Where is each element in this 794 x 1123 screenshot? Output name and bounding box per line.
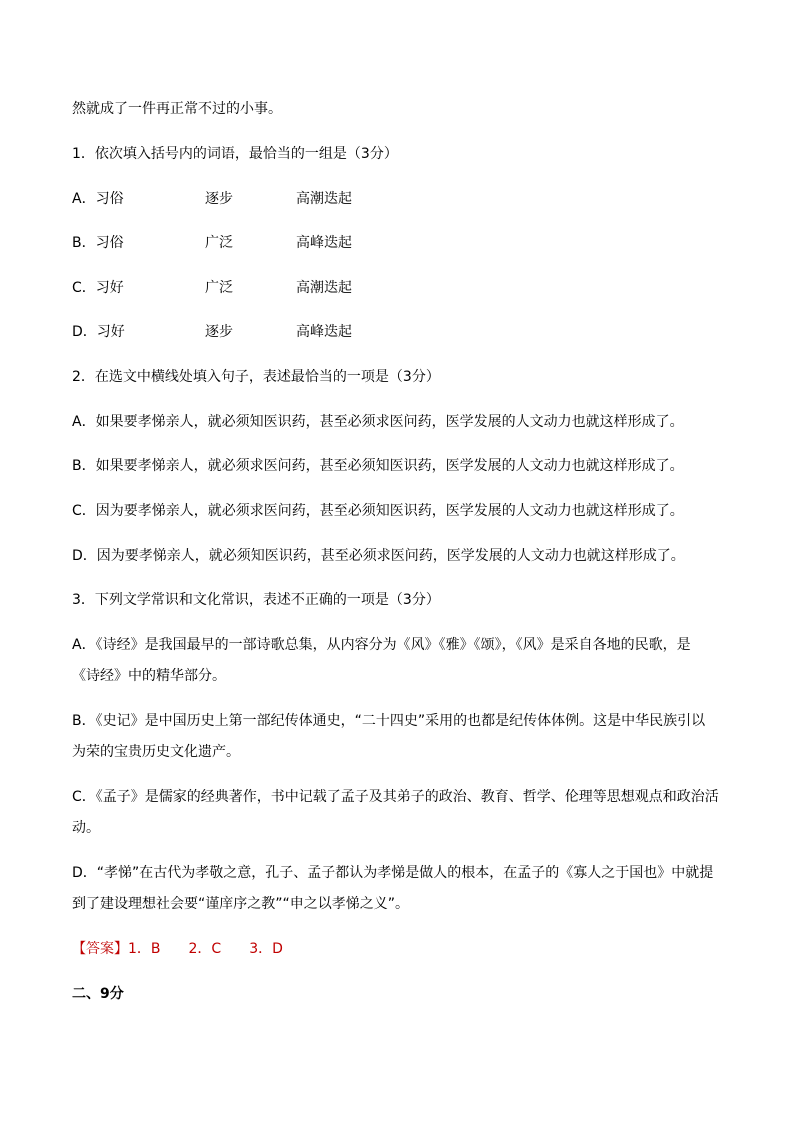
q1-option-d [72,324,722,340]
q1-option-b [72,235,722,251]
q1-option-c-word3: 高潮迭起 [296,280,352,296]
q3-option-d-line1: D．“孝悌”在古代为孝敬之意，孔子、孟子都认为孝悌是做人的根本，在孟子的《寡人之于国也》中就提 [72,865,714,881]
q3-option-b-line2: 为荣的宝贵历史文化遗产。 [72,744,240,760]
q1-option-c-word1: C．习好 [72,280,124,296]
q1-option-c-word2: 广泛 [205,280,233,296]
q1-option-b-word2: 广泛 [205,235,233,251]
q2-option-d: D．因为要孝悌亲人，就必须知医识药，甚至必须求医问药，医学发展的人文动力也就这样形成了。 [72,548,685,564]
q1-option-a [72,191,722,207]
answer-tag: 【答案】 [72,941,128,957]
q2-stem: 2．在选文中横线处填入句子，表述最恰当的一项是（3分） [72,369,440,385]
q3-stem: 3．下列文学常识和文化常识，表述不正确的一项是（3分） [72,592,440,608]
answer-line [72,941,283,957]
answer-value: 1．B 2．C 3．D [128,941,283,957]
q1-stem: 1．依次填入括号内的词语，最恰当的一组是（3分） [72,146,398,162]
q3-option-a-line1: A．《诗经》是我国最早的一部诗歌总集，从内容分为《风》《雅》《颂》，《风》是采自各地的民歌，是 [72,637,691,653]
q3-option-c-line1: C．《孟子》是儒家的经典著作，书中记载了孟子及其弟子的政治、教育、哲学、伦理等思想观点和政治活 [72,789,719,805]
q3-option-b-line1: B．《史记》是中国历史上第一部纪传体通史，“二十四史”采用的也都是纪传体体例。这是中华民族引以 [72,713,706,729]
q1-option-d-word1: D．习好 [72,324,125,340]
q1-option-d-word2: 逐步 [205,324,233,340]
q2-option-b: B．如果要孝悌亲人，就必须求医问药，甚至必须知医识药，医学发展的人文动力也就这样形成了。 [72,458,684,474]
q1-option-a-word1: A．习俗 [72,191,124,207]
q1-option-b-word1: B．习俗 [72,235,124,251]
q1-option-c [72,280,722,296]
q2-option-a: A．如果要孝悌亲人，就必须知医识药，甚至必须求医问药，医学发展的人文动力也就这样形成了。 [72,414,684,430]
q2-option-c: C．因为要孝悌亲人，就必须求医问药，甚至必须知医识药，医学发展的人文动力也就这样形成了。 [72,503,684,519]
intro-line: 然就成了一件再正常不过的小事。 [72,101,282,117]
q3-option-d-line2: 到了建设理想社会要“谨庠序之教”“申之以孝悌之义”。 [72,896,410,912]
section-heading: 二、9分 [72,986,124,1002]
q3-option-a-line2: 《诗经》中的精华部分。 [72,668,226,684]
q3-option-c-line2: 动。 [72,820,100,836]
q1-option-a-word2: 逐步 [205,191,233,207]
q1-option-b-word3: 高峰迭起 [296,235,352,251]
q1-option-a-word3: 高潮迭起 [296,191,352,207]
q1-option-d-word3: 高峰迭起 [296,324,352,340]
